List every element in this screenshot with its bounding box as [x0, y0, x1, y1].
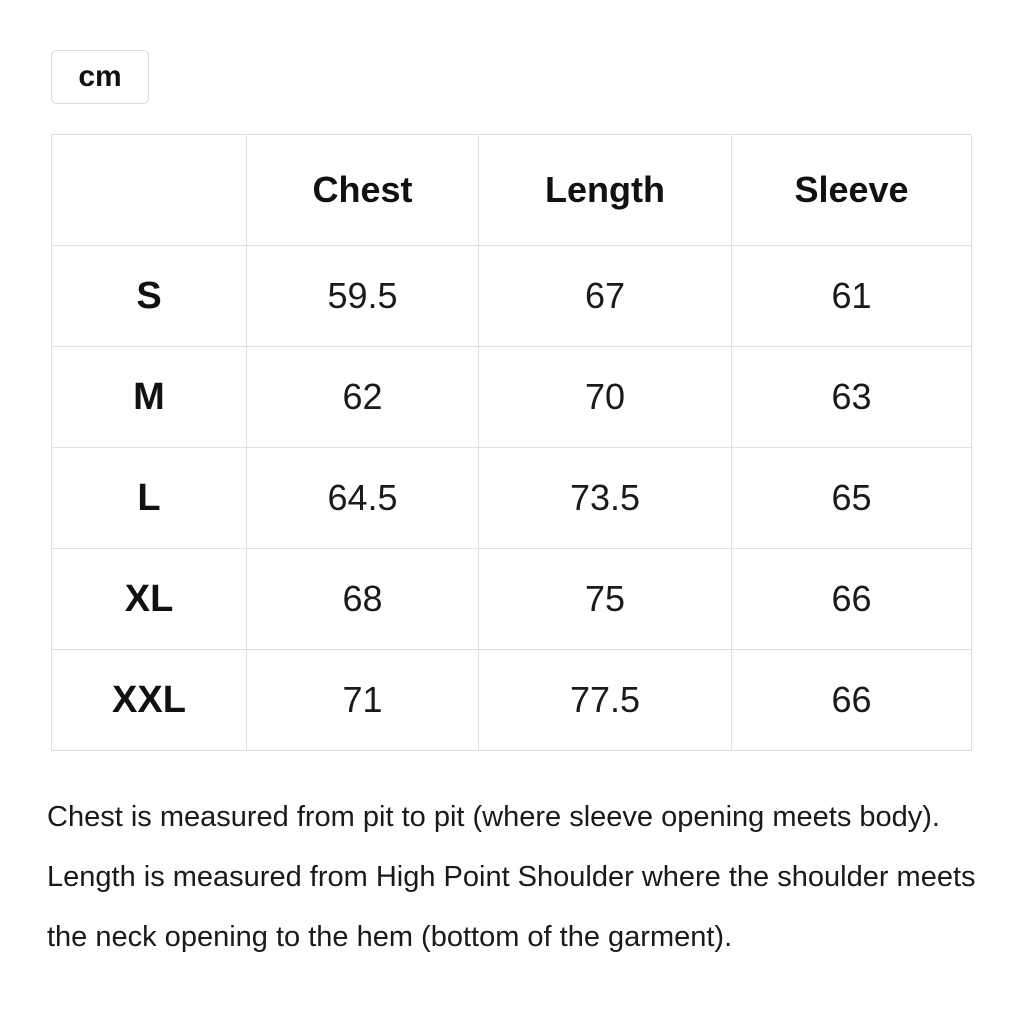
chest-value: 59.5 — [247, 246, 479, 347]
sleeve-value: 65 — [732, 448, 972, 549]
chest-value: 64.5 — [247, 448, 479, 549]
length-value: 77.5 — [479, 650, 732, 751]
table-row — [52, 448, 972, 549]
size-label: XL — [52, 549, 247, 650]
size-label: L — [52, 448, 247, 549]
table-row — [52, 246, 972, 347]
header-sleeve: Sleeve — [732, 135, 972, 246]
table-row — [52, 549, 972, 650]
length-value: 73.5 — [479, 448, 732, 549]
table-row — [52, 347, 972, 448]
chest-value: 62 — [247, 347, 479, 448]
measurement-note: Chest is measured from pit to pit (where sleeve opening meets body). Length is measured from High Point Shoulder where the shoulder meets the neck opening to the hem (bottom of the garment). — [47, 801, 976, 953]
chest-value: 71 — [247, 650, 479, 751]
chest-value: 68 — [247, 549, 479, 650]
unit-toggle-button[interactable]: cm — [51, 50, 149, 104]
length-value: 70 — [479, 347, 732, 448]
size-label: XXL — [52, 650, 247, 751]
header-chest: Chest — [247, 135, 479, 246]
table-row — [52, 650, 972, 751]
header-corner-cell — [52, 135, 247, 246]
size-label: S — [52, 246, 247, 347]
length-value: 75 — [479, 549, 732, 650]
sleeve-value: 61 — [732, 246, 972, 347]
sleeve-value: 66 — [732, 650, 972, 751]
header-length: Length — [479, 135, 732, 246]
sleeve-value: 63 — [732, 347, 972, 448]
size-label: M — [52, 347, 247, 448]
table-header-row — [52, 135, 972, 246]
length-value: 67 — [479, 246, 732, 347]
sleeve-value: 66 — [732, 549, 972, 650]
size-chart-table — [51, 134, 972, 751]
